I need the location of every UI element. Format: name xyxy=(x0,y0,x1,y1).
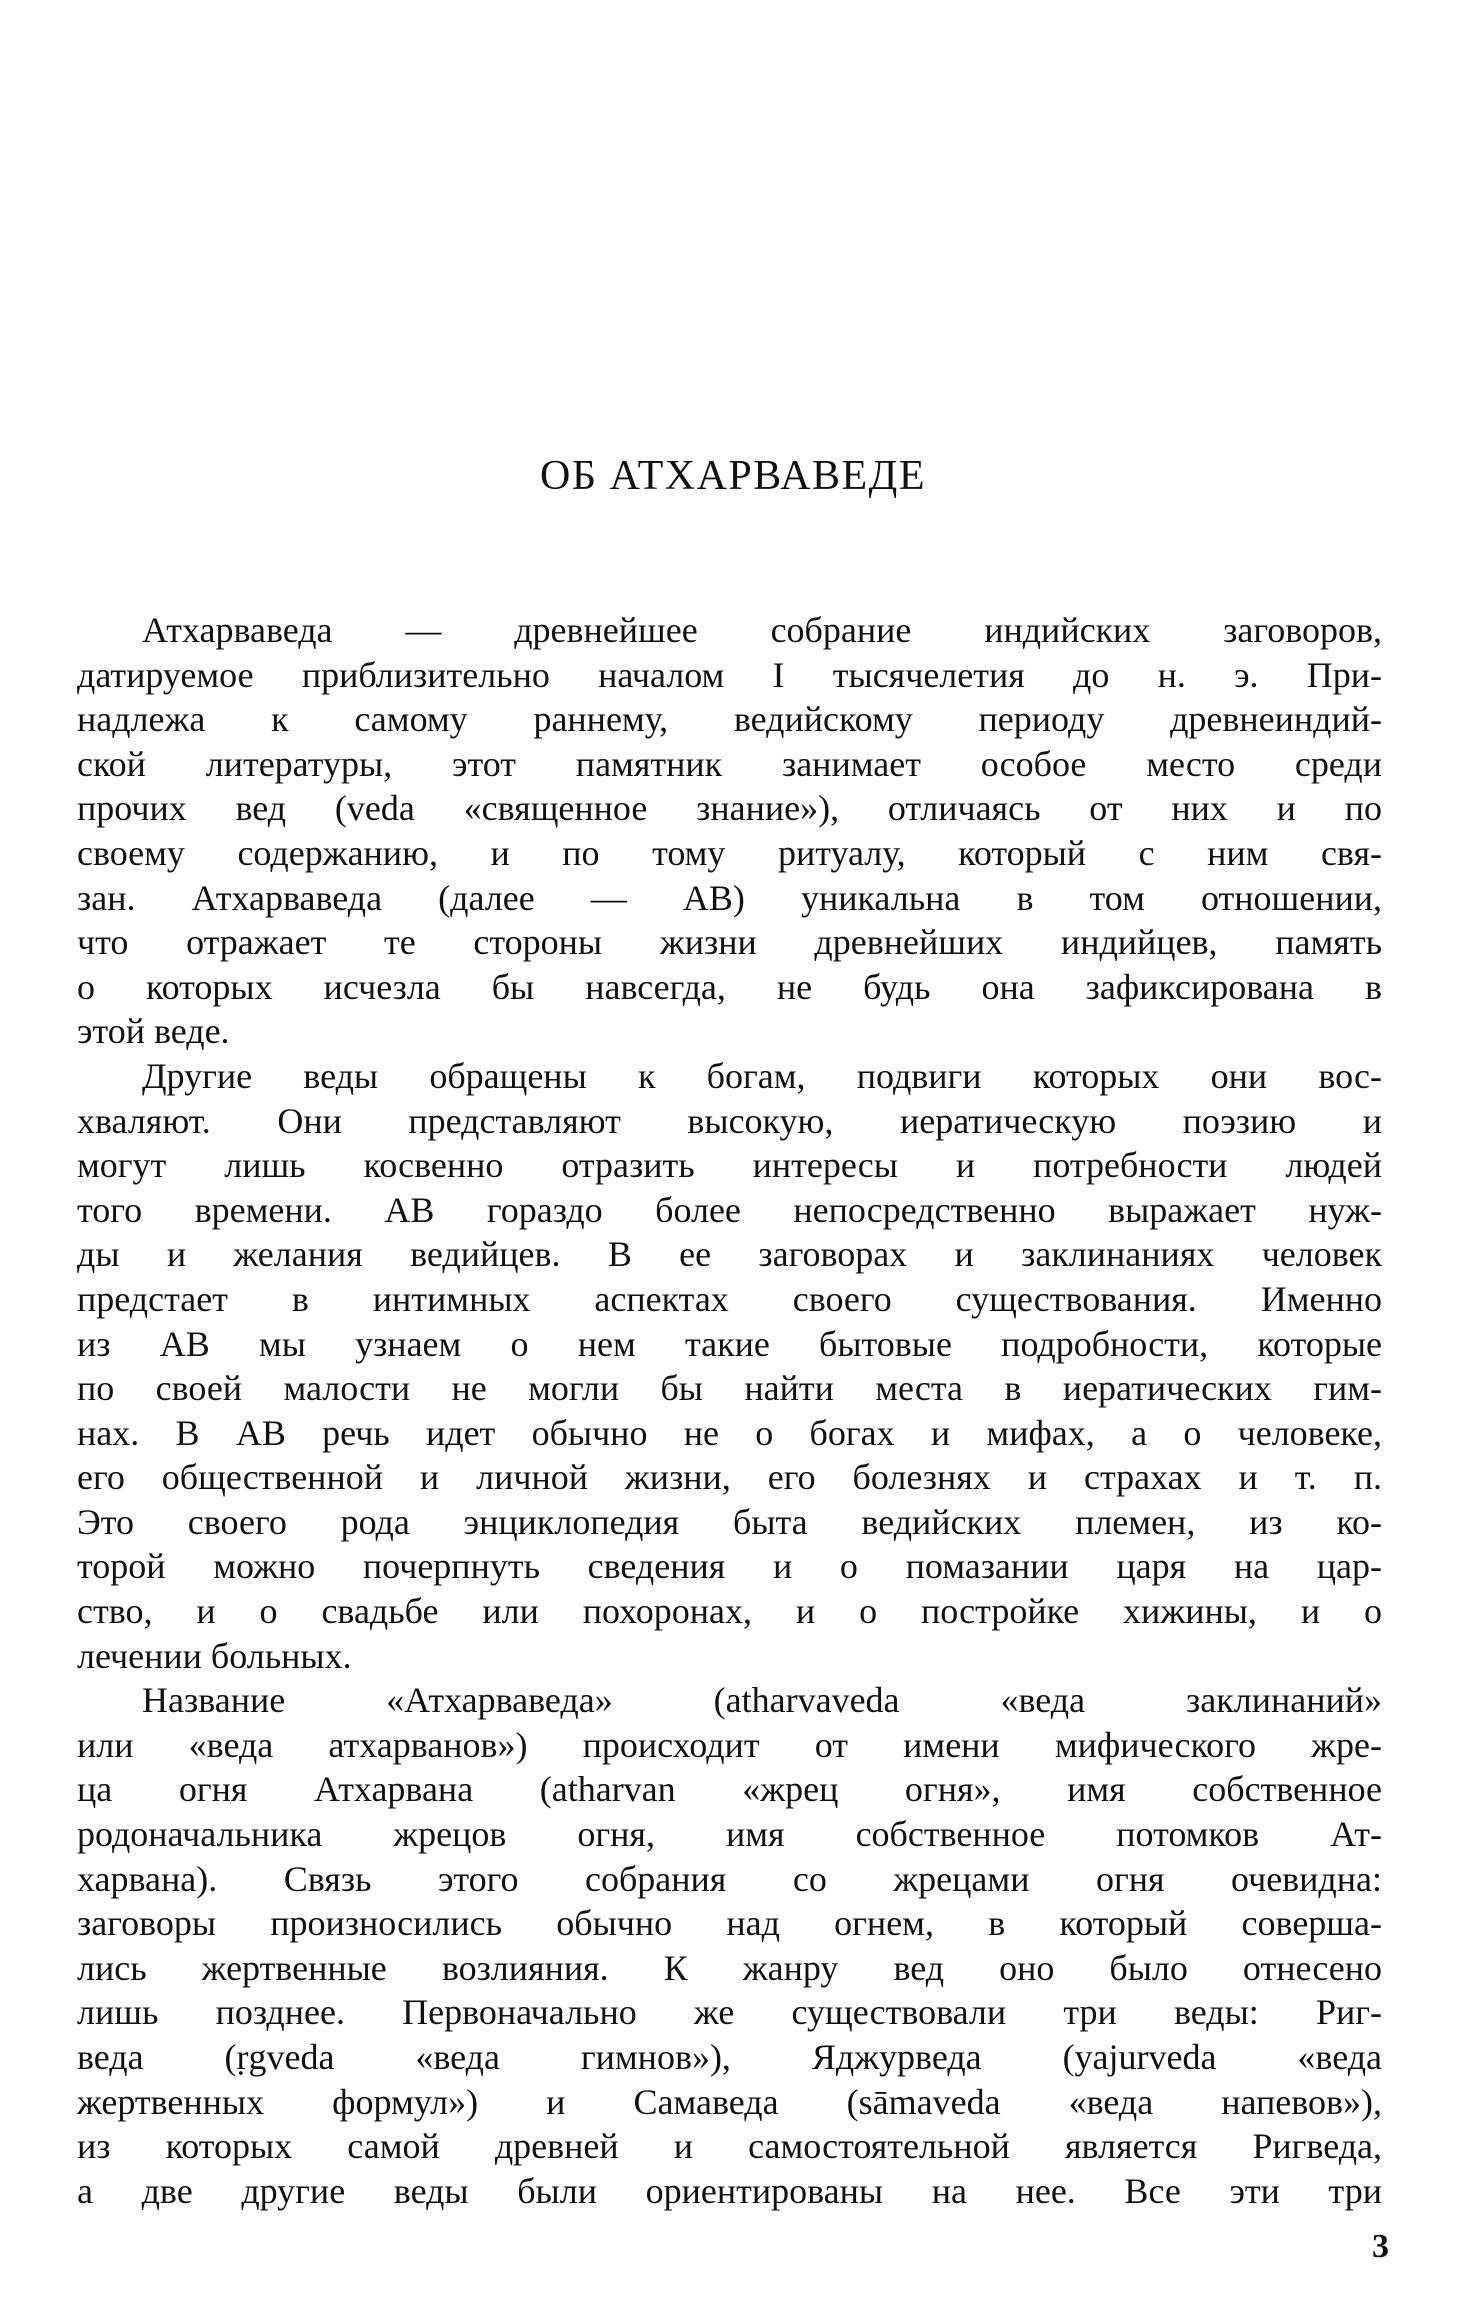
text-line: веда (ṛgveda «веда гимнов»), Яджурведа (yajurveda «веда xyxy=(77,2037,1382,2077)
text-line: предстает в интимных аспектах своего существования. Именно xyxy=(77,1278,1382,1319)
text-line: лись жертвенные возлияния. К жанру вед оно было отнесено xyxy=(77,1947,1382,1988)
text-line: что отражает те стороны жизни древнейших индийцев, память xyxy=(77,922,1382,963)
text-line: ство, и о свадьбе или похоронах, и о постройке хижины, и о xyxy=(77,1591,1382,1632)
text-line: этой веде. xyxy=(77,1011,230,1052)
text-line: харвана). Связь этого собрания со жрецами огня очевидна: xyxy=(77,1858,1382,1899)
text-line: или «веда атхарванов») происходит от имени мифического жре- xyxy=(77,1724,1382,1765)
text-line: нах. В АВ речь идет обычно не о богах и мифах, а о человеке, xyxy=(77,1412,1382,1453)
paragraph-1 xyxy=(77,608,1382,1054)
text-line: ца огня Атхарвана (atharvan «жрец огня», имя собственное xyxy=(77,1769,1382,1810)
text-line: жертвенных формул») и Самаведа (sāmaveda «веда напевов»), xyxy=(77,2081,1382,2122)
text-line: торой можно почерпнуть сведения и о помазании царя на цар- xyxy=(77,1546,1382,1587)
text-line: родоначальника жрецов огня, имя собственное потомков Ат- xyxy=(77,1814,1382,1855)
text-line: прочих вед (veda «священное знание»), отличаясь от них и по xyxy=(77,788,1382,829)
text-line: ды и желания ведийцев. В ее заговорах и заклинаниях человек xyxy=(77,1234,1382,1275)
paragraph-2 xyxy=(77,1054,1382,1678)
text-line: Это своего рода энциклопедия быта ведийских племен, из ко- xyxy=(77,1501,1382,1542)
body-text xyxy=(77,608,1382,2213)
text-line: ской литературы, этот памятник занимает особое место среди xyxy=(77,743,1382,784)
text-line: из которых самой древней и самостоятельной является Ригведа, xyxy=(77,2126,1382,2167)
text-line: датируемое приблизительно началом I тысячелетия до н. э. При- xyxy=(77,654,1382,695)
text-line: своему содержанию, и по тому ритуалу, который с ним свя- xyxy=(77,832,1382,873)
text-line: хваляют. Они представляют высокую, иератическую поэзию и xyxy=(77,1100,1382,1141)
text-line: лишь позднее. Первоначально же существовали три веды: Риг- xyxy=(77,1992,1382,2033)
text-line: Другие веды обращены к богам, подвиги которых они вос- xyxy=(142,1055,1382,1096)
page-title: ОБ АТХАРВАВЕДЕ xyxy=(540,453,926,499)
text-line: могут лишь косвенно отразить интересы и потребности людей xyxy=(77,1145,1382,1186)
text-line: надлежа к самому раннему, ведийскому периоду древнеиндий- xyxy=(77,699,1382,740)
text-line: Название «Атхарваведа» (atharvaveda «веда заклинаний» xyxy=(142,1680,1382,1721)
text-line: лечении больных. xyxy=(77,1635,352,1676)
text-line: зан. Атхарваведа (далее — АВ) уникальна в том отношении, xyxy=(77,877,1382,918)
text-line: о которых исчезла бы навсегда, не будь она зафиксирована в xyxy=(77,966,1382,1007)
text-line: по своей малости не могли бы найти места в иератических гим- xyxy=(77,1368,1382,1409)
page-number: 3 xyxy=(1372,2228,1389,2265)
text-line: заговоры произносились обычно над огнем, в который соверша- xyxy=(77,1903,1382,1944)
paragraph-3 xyxy=(77,1678,1382,2213)
text-line: Атхарваведа — древнейшее собрание индийских заговоров, xyxy=(142,610,1382,650)
text-line: его общественной и личной жизни, его болезнях и страхах и т. п. xyxy=(77,1457,1382,1498)
text-line: из АВ мы узнаем о нем такие бытовые подробности, которые xyxy=(77,1323,1382,1364)
text-line: того времени. АВ гораздо более непосредственно выражает нуж- xyxy=(77,1189,1382,1230)
text-line: а две другие веды были ориентированы на нее. Все эти три xyxy=(77,2170,1382,2211)
